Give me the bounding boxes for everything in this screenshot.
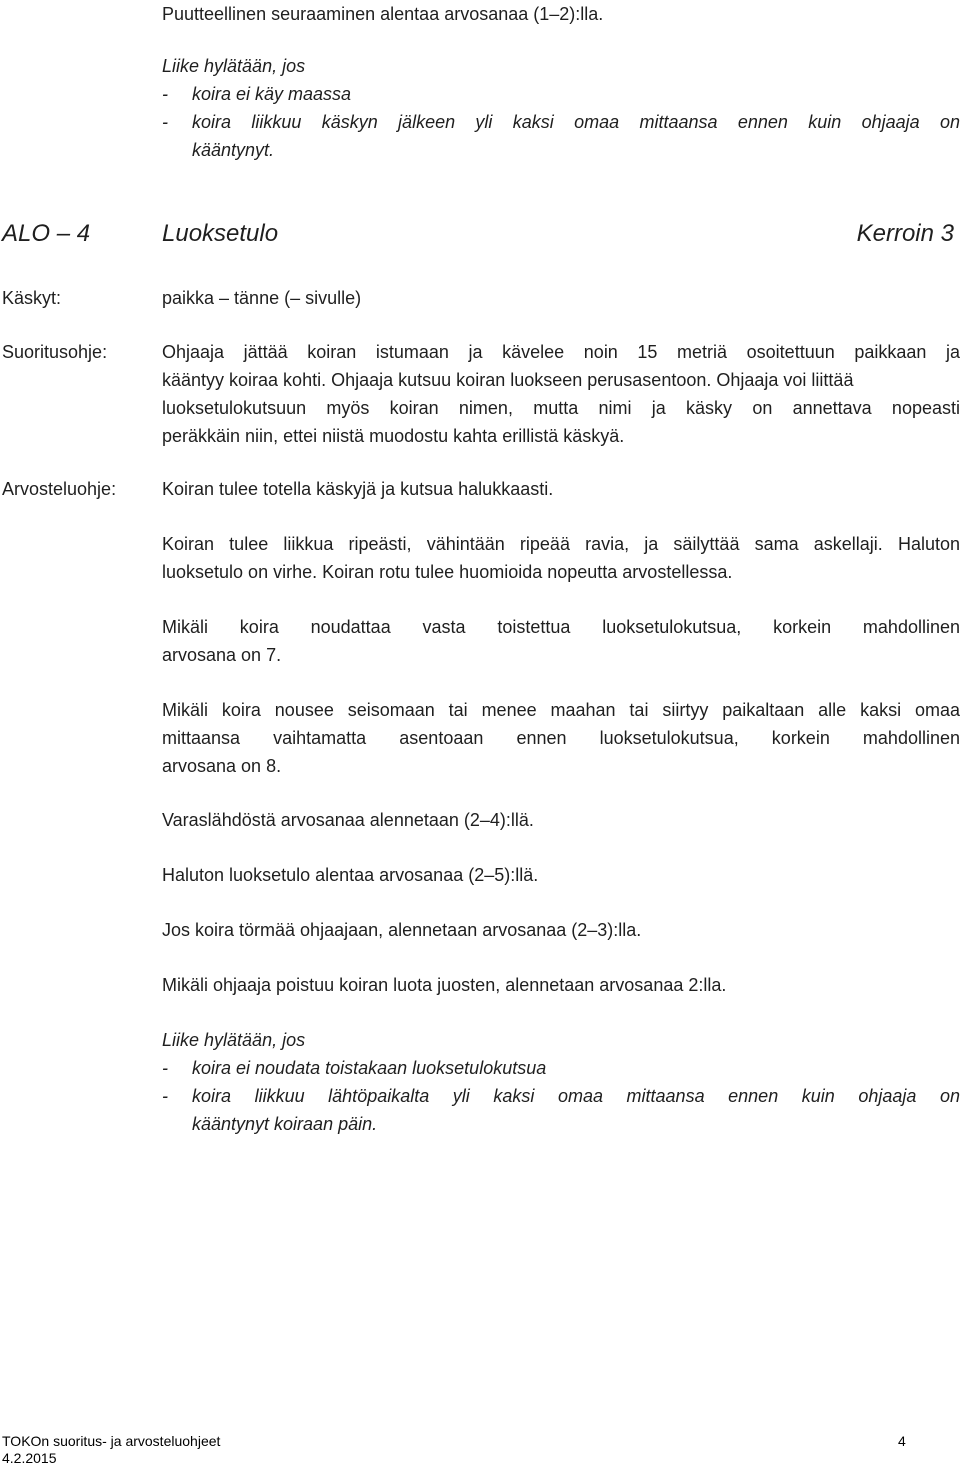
reject-item: koira liikkuu lähtöpaikalta yli kaksi omaa mittaansa ennen kuin ohjaaja on (192, 1086, 960, 1106)
footer-date: 4.2.2015 (2, 1450, 57, 1466)
instruction-line (162, 366, 853, 394)
exercise-code: ALO – 4 (2, 220, 91, 247)
reject-title: Liike hylätään, jos (162, 56, 306, 76)
reject-item: koira ei käy maassa (192, 84, 352, 104)
reject-title: Liike hylätään, jos (162, 1030, 306, 1050)
evaluation-text: Koiran tulee totella käskyjä ja kutsua halukkaasti. (162, 479, 554, 499)
penalty-line: Varaslähdöstä arvosanaa alennetaan (2–4):llä. (162, 810, 534, 830)
evaluation-paragraph: Koiran tulee liikkua ripeästi, vähintään ripeää ravia, ja säilyttää sama askellaji. Haluton (162, 534, 960, 554)
page-number: 4 (898, 1433, 906, 1449)
bullet-dash: - (162, 84, 168, 104)
exercise-title: Luoksetulo (162, 220, 279, 247)
evaluation-paragraph: mittaansa vaihtamatta asentoaan ennen luoksetulokutsua, korkein mahdollinen (162, 728, 960, 748)
exercise-coefficient: Kerroin 3 (856, 220, 954, 247)
previous-penalty-line: Puutteellinen seuraaminen alentaa arvosanaa (1–2):lla. (162, 4, 604, 24)
reject-item: koira liikkuu käskyn jälkeen yli kaksi omaa mittaansa ennen kuin ohjaaja on (192, 112, 960, 132)
bullet-dash: - (162, 112, 168, 132)
penalty-line: Jos koira törmää ohjaajaan, alennetaan arvosanaa (2–3):lla. (162, 920, 642, 940)
penalty-line: Haluton luoksetulo alentaa arvosanaa (2–5):llä. (162, 865, 539, 885)
instruction-sentence: Ohjaaja voi liittää (716, 370, 854, 390)
evaluation-paragraph: arvosana on 7. (162, 645, 282, 665)
evaluation-paragraph: Mikäli koira nousee seisomaan tai menee maahan tai siirtyy paikaltaan alle kaksi omaa (162, 700, 960, 720)
instruction-line: Ohjaaja jättää koiran istumaan ja kävelee noin 15 metriä osoitettuun paikkaan ja (162, 342, 960, 362)
instruction-sentence: kääntyy koiraa kohti. (162, 370, 327, 390)
penalty-line: Mikäli ohjaaja poistuu koiran luota juosten, alennetaan arvosanaa 2:lla. (162, 975, 727, 995)
reject-item-continuation: kääntynyt. (192, 140, 275, 160)
instruction-sentence: Ohjaaja kutsuu koiran luokseen perusasentoon. (331, 370, 712, 390)
reject-item: koira ei noudata toistakaan luoksetulokutsua (192, 1058, 547, 1078)
commands-label: Käskyt: (2, 288, 62, 308)
evaluation-label: Arvosteluohje: (2, 479, 117, 499)
instruction-line: peräkkäin niin, ettei niistä muodostu kahta erillistä käskyä. (162, 426, 625, 446)
instruction-label: Suoritusohje: (2, 342, 108, 362)
bullet-dash: - (162, 1086, 168, 1106)
footer-title: TOKOn suoritus- ja arvosteluohjeet (2, 1433, 221, 1449)
bullet-dash: - (162, 1058, 168, 1078)
evaluation-paragraph: Mikäli koira noudattaa vasta toistettua luoksetulokutsua, korkein mahdollinen (162, 617, 960, 637)
evaluation-paragraph: arvosana on 8. (162, 756, 282, 776)
instruction-line: luoksetulokutsuun myös koiran nimen, mutta nimi ja käsky on annettava nopeasti (162, 398, 960, 418)
evaluation-paragraph: luoksetulo on virhe. Koiran rotu tulee huomioida nopeutta arvostellessa. (162, 562, 733, 582)
reject-item-continuation: kääntynyt koiraan päin. (192, 1114, 378, 1134)
commands-text: paikka – tänne (– sivulle) (162, 288, 362, 308)
